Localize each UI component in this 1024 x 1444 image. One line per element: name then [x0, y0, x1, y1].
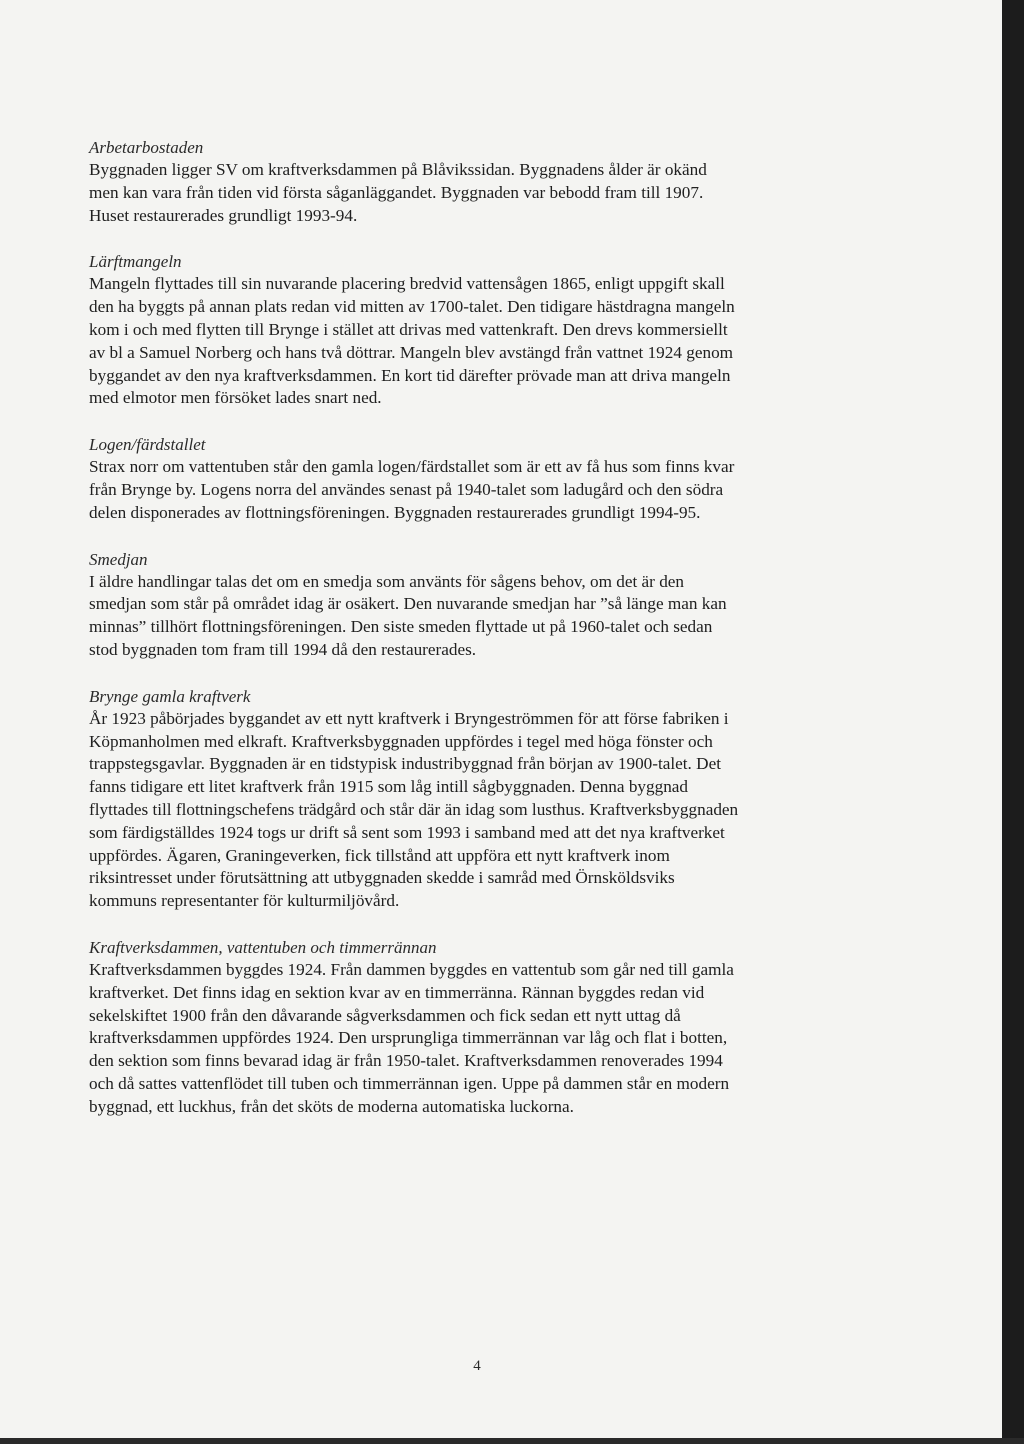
paragraph-line: uppfördes. Ägaren, Graningeverken, fick tillstånd att uppföra ett nytt kraftverk inom	[89, 845, 670, 865]
section-heading: Lärftmangeln	[89, 252, 182, 272]
section-heading: Arbetarbostaden	[89, 138, 204, 157]
paragraph-line: från Brynge by. Logens norra del användes senast på 1940-talet som ladugård och den södra	[89, 479, 724, 499]
paragraph-line: kommuns representanter för kulturmiljövård.	[89, 891, 400, 911]
paragraph-line: trappstegsgavlar. Byggnaden är en tidstypisk industribyggnad från början av 1900-talet. Det	[89, 754, 721, 774]
document-body	[89, 136, 879, 1142]
paragraph-line: kom i och med flytten till Brynge i stället att drivas med vattenkraft. Den drevs kommersiellt	[89, 319, 728, 339]
section-heading: Logen/färdstallet	[89, 435, 206, 455]
paragraph-line: Huset restaurerades grundligt 1993-94.	[89, 205, 358, 225]
paragraph-line: År 1923 påbörjades byggandet av ett nytt kraftverk i Bryngeströmmen för att förse fabriken i	[89, 708, 729, 728]
paragraph-line: flyttades till flottningschefens trädgård och står där än idag som lusthus. Kraftverksbyggnaden	[89, 799, 739, 819]
paragraph-line: delen disponerades av flottningsföreningen. Byggnaden restaurerades grundligt 1994-95.	[89, 502, 701, 522]
section-brynge-gamla-kraftverk	[89, 685, 879, 913]
paragraph-line: och då sattes vattenflödet till tuben och timmerrännan igen. Uppe på dammen står en modern	[89, 1073, 730, 1093]
page-number: 4	[473, 1358, 481, 1374]
paragraph-line: Mangeln flyttades till sin nuvarande placering bredvid vattensågen 1865, enligt uppgift skall	[89, 274, 725, 294]
paragraph-line: med elmotor men försöket lades snart ned.	[89, 388, 382, 408]
section-heading: Smedjan	[89, 549, 148, 569]
section-larftmangeln	[89, 250, 879, 410]
section-logen-fardstallet	[89, 433, 879, 524]
paragraph-line: Kraftverksdammen byggdes 1924. Från dammen byggdes en vattentub som går ned till gamla	[89, 959, 734, 979]
section-smedjan	[89, 548, 879, 662]
paragraph-line: sekelskiftet 1900 från den dåvarande sågverksdammen och fick sedan ett nytt uttag då	[89, 1005, 681, 1025]
paragraph-line: smedjan som står på området idag är osäkert. Den nuvarande smedjan har ”så länge man kan	[89, 594, 727, 614]
paragraph-line: Strax norr om vattentuben står den gamla logen/färdstallet som är ett av få hus som finns kvar	[89, 457, 735, 477]
paragraph-line: I äldre handlingar talas det om en smedja som använts för sågens behov, om det är den	[89, 571, 685, 591]
paragraph-line: av bl a Samuel Norberg och hans två döttrar. Mangeln blev avstängd från vattnet 1924 genom	[89, 342, 734, 362]
scan-border-right	[1002, 0, 1024, 1444]
paragraph-line: den sektion som finns bevarad idag är från 1950-talet. Kraftverksdammen renoverades 1994	[89, 1051, 723, 1071]
section-arbetarbostaden	[89, 136, 879, 227]
paragraph-line: fanns tidigare ett litet kraftverk från 1915 som låg intill sågbyggnaden. Denna byggnad	[89, 777, 689, 797]
section-heading: Brynge gamla kraftverk	[89, 686, 251, 706]
paragraph-line: som färdigställdes 1924 togs ur drift så sent som 1993 i samband med att det nya kraftverket	[89, 822, 725, 842]
paragraph-line: kraftverksdammen uppfördes 1924. Den ursprungliga timmerrännan var låg och flat i botten,	[89, 1028, 728, 1048]
paragraph-line: minnas” tillhört flottningsföreningen. Den siste smeden flyttade ut på 1960-talet och sedan	[89, 617, 713, 637]
paragraph-line: Köpmanholmen med elkraft. Kraftverksbyggnaden uppfördes i tegel med höga fönster och	[89, 731, 713, 751]
paragraph-line: den ha byggts på annan plats redan vid mitten av 1700-talet. Den tidigare hästdragna mangeln	[89, 297, 735, 317]
paragraph-line: stod byggnaden tom fram till 1994 då den restaurerades.	[89, 639, 477, 659]
paragraph-line: Byggnaden ligger SV om kraftverksdammen på Blåvikssidan. Byggnadens ålder är okänd	[89, 160, 707, 179]
paragraph-line: byggandet av den nya kraftverksdammen. En kort tid därefter prövade man att driva mangeln	[89, 365, 731, 385]
paragraph-line: men kan vara från tiden vid första såganläggandet. Byggnaden var bebodd fram till 1907.	[89, 182, 704, 202]
section-heading: Kraftverksdammen, vattentuben och timmerrännan	[89, 937, 437, 957]
scan-border-bottom	[0, 1438, 1024, 1444]
section-kraftverksdammen	[89, 936, 879, 1119]
paragraph-line: kraftverket. Det finns idag en sektion kvar av en timmerränna. Rännan byggdes redan vid	[89, 982, 705, 1002]
paragraph-line: riksintresset under förutsättning att utbyggnaden skedde i samråd med Örnsköldsviks	[89, 868, 675, 888]
paragraph-line: byggnad, ett luckhus, från det sköts de moderna automatiska luckorna.	[89, 1096, 574, 1116]
